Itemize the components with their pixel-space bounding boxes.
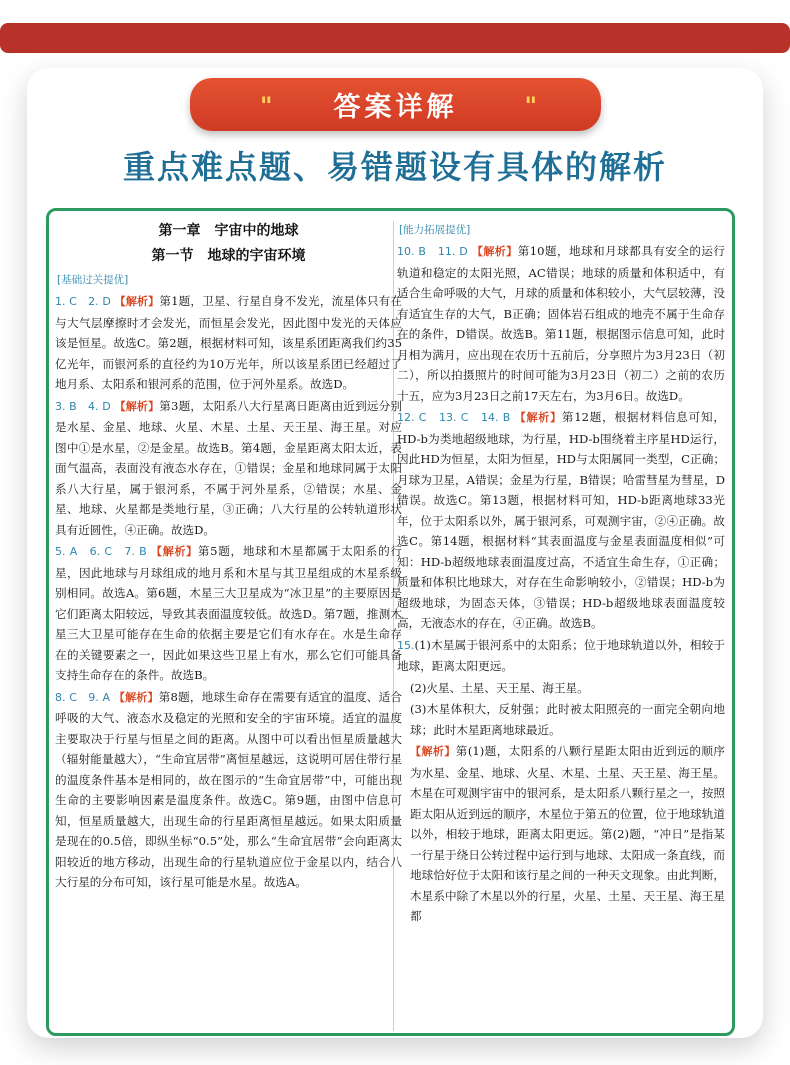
left-column xyxy=(55,219,402,894)
answer-banner xyxy=(190,78,601,131)
answer-numbers: 8. C 9. A xyxy=(55,690,110,704)
top-bar xyxy=(0,23,790,53)
analysis-text: 第5题，地球和木星都属于太阳系的行星，因此地球与月球组成的地月系和木星与其卫星组成的木星系级别相同。故选A。第6题，木星三大卫星成为“冰卫星”的主要原因是它们距离太阳较远，导致其表面温度较低。故选D。第7题，推测木星三大卫星可能存在生命的依据主要是它们有水存在。水是生命存在的关键要素之一，因此如果这些卫星上有水，那么它们可能具备支持生命存在的条件。故选B。 xyxy=(55,544,402,682)
section-label-advanced: [能力拓展提优] xyxy=(399,224,471,236)
answer-numbers: 3. B 4. D xyxy=(55,399,111,413)
analysis-tag: 【解析】 xyxy=(410,745,456,758)
answer-numbers: 10. B 11. D xyxy=(397,245,468,258)
answer-item xyxy=(55,541,402,686)
answer-item xyxy=(55,687,402,893)
analysis-tag: 【解析】 xyxy=(151,545,198,558)
section-label-basic: [基础过关提优] xyxy=(57,274,129,286)
answer-numbers: 1. C 2. D xyxy=(55,295,111,308)
banner-title: 答案详解 xyxy=(333,92,458,123)
answer-document xyxy=(46,208,735,1036)
answer-15-part-1: (1)木星属于银河系中的太阳系；位于地球轨道以外，相较于地球，距离太阳更远。 xyxy=(397,637,725,673)
banner-subtitle: 重点难点题、易错题设有具体的解析 xyxy=(122,148,667,186)
answer-15-analysis xyxy=(397,741,725,927)
answer-15-part-2: (2)火星、土星、天王星、海王星。 xyxy=(410,680,589,695)
analysis-text: 第3题，太阳系八大行星离日距离由近到远分别是水星、金星、地球、火星、木星、土星、天王星、海王星。对应图中①是水星，②是金星。故选B。第4题，金星距离太阳太近，表面气温高，表面没有液态水存在，①错误；金星和地球同属于太阳系八大行星，属于银河系，不属于河外星系，②错误；水星、金星、地球、火星都是类地行星，③正确；八大行星的公转轨道形状具有近圆性，④正确。故选D。 xyxy=(55,398,402,537)
analysis-tag: 【解析】 xyxy=(514,411,562,424)
analysis-tag: 【解析】 xyxy=(114,399,160,413)
answer-numbers: 15. xyxy=(397,638,415,652)
answer-item xyxy=(55,291,402,395)
analysis-text: 第10题，地球和月球都具有安全的运行轨道和稳定的太阳光照，AC错误；地球的质量和体积适中，有适合生命呼吸的大气，月球的质量和体积较小，大气层较薄，没有适宜生存的大气，B正确；固体岩石组成的地壳不属于生命存在的条件，D错误。故选B。第11题，根据图示信息可知，此时月相为满月，应出现在农历十五前后，分享照片为3月23日（初二），所以拍摄照片的时间可能为3月23日（初二）之前的农历十五，应为3月23日之前17天左右，为3月6日。故选D。 xyxy=(397,244,726,403)
analysis-text: 第1题，卫星、行星自身不发光，流星体只有在与大气层摩擦时才会发光，而恒星会发光，因此图中发光的天体应该是恒星。故选C。第2题，根据材料可知，该星系团距离我们约35亿光年，而银河系的直径约为10万光年，所以该星系团已经超过了地月系、太阳系和银河系的范围，位于河外星系。故选D。 xyxy=(55,294,402,391)
section-title: 第一节 地球的宇宙环境 xyxy=(151,248,306,264)
answer-item xyxy=(55,396,402,541)
analysis-tag: 【解析】 xyxy=(113,690,159,704)
close-quote-mark: " xyxy=(524,92,537,120)
analysis-tag: 【解析】 xyxy=(471,245,518,258)
answer-item-15 xyxy=(397,635,725,927)
analysis-text: 第(1)题，太阳系的八颗行星距太阳由近到远的顺序为水星、金星、地球、火星、木星、土星、天王星、海王星。木星在可观测宇宙中的银河系，是太阳系八颗行星之一，按照距太阳从近到远的顺序，木星位于第五的位置，位于地球轨道以外，相较于地球，距离太阳更远。第(2)题，“冲日”是指某一行星于绕日公转过程中运行到与地球、太阳成一条直线，而地球恰好位于太阳和该行星之间的一种天文现象。由此判断，木星系中除了木星以外的行星，火星、土星、天王星、海王星都 xyxy=(410,744,725,923)
analysis-text: 第12题，根据材料信息可知，HD-b为类地超级地球，为行星，HD-b围绕着主序星HD运行，因此HD为恒星，太阳为恒星，HD与太阳属同一类型，C正确；月球为卫星，A错误；金星为行星，B错误；哈雷彗星为彗星，D错误。故选C。第13题，根据材料可知，HD-b距离地球33光年，位于太阳系以外，属于银河系，可观测宇宙，②④正确。故选C。第14题，根据材料“其表面温度与金星表面温度相似”可知：HD-b超级地球表面温度过高，不适宜生命生存，①正确；质量和体积比地球大，对存在生命影响较小，②错误；HD-b为超级地球，为固态天体，③错误；HD-b超级地球表面温度较高，无液态水的存在，④正确。故选B。 xyxy=(397,410,726,630)
answer-item xyxy=(397,241,725,406)
analysis-text: 第8题，地球生命存在需要有适宜的温度、适合呼吸的大气、液态水及稳定的光照和安全的宇宙环境。适宜的温度主要取决于行星与恒星之间的距离。从图中可以看出恒星质量越大（辐射能量越大），“生命宜居带”离恒星越远，这说明可居住带行星的温度条件基本是相同的，故在图示的“生命宜居带”中，可能出现生命的主要影响因素是温度条件。故选C。第9题，由图中信息可知，恒星质量越大，出现生命的行星距离恒星越远。如果太阳质量是现在的0.5倍，即纵坐标“0.5”处，那么“生命宜居带”会向距离太阳较近的地方移动，出现生命的行星轨道应位于金星以内，结合八大行星的分布可知，该行星可能是水星。故选A。 xyxy=(55,689,402,889)
chapter-title: 第一章 宇宙中的地球 xyxy=(158,223,299,239)
answer-numbers: 12. C 13. C 14. B xyxy=(397,411,511,424)
open-quote-mark: " xyxy=(260,92,273,120)
analysis-tag: 【解析】 xyxy=(114,295,160,308)
answer-item xyxy=(397,407,725,634)
right-column xyxy=(397,219,725,928)
answer-numbers: 5. A 6. C 7. B xyxy=(55,545,147,558)
answer-15-part-3: (3)木星体积大，反射强；此时被太阳照亮的一面完全朝向地球；此时木星距离地球最近。 xyxy=(410,702,725,737)
